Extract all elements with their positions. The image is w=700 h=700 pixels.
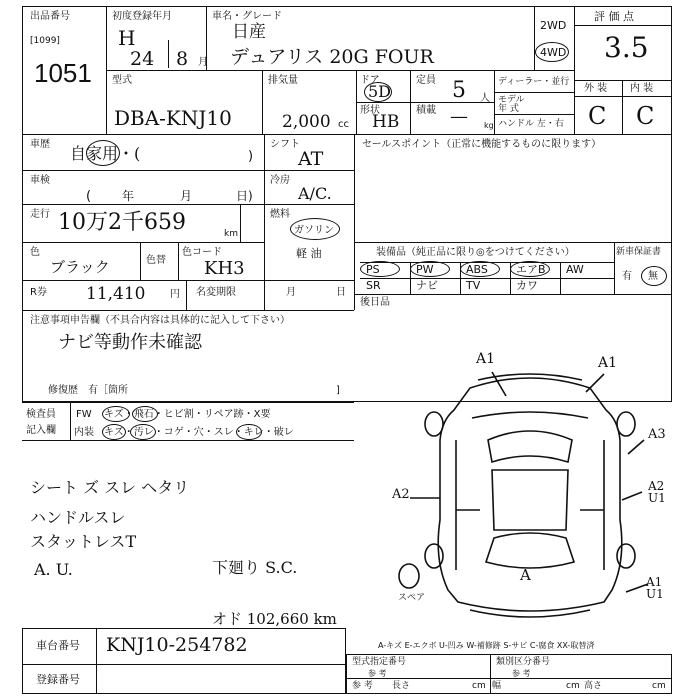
- history-value: 自家用・(: [70, 144, 141, 163]
- notes-text: ナビ等動作未確認: [58, 332, 202, 353]
- recycle-unit: 円: [170, 289, 180, 300]
- fuel-gasoline: ガソリン: [294, 225, 334, 236]
- inspection-label: 車検: [30, 175, 50, 186]
- remark-2: ハンドルスレ: [30, 508, 126, 527]
- remark-1: シート ズ スレ ヘタリ: [30, 478, 190, 497]
- remark-odo: オド 102,660 km: [212, 610, 337, 628]
- score-ext: C: [588, 102, 607, 130]
- spare-label: スペア: [398, 593, 426, 603]
- chassis-label: 車台番号: [36, 639, 80, 652]
- checker-fw: FW: [76, 409, 92, 420]
- color-code-label: 色コード: [182, 247, 222, 258]
- shape-label: 形状: [360, 105, 380, 116]
- name-change-month: 月: [286, 287, 296, 298]
- score-int: C: [636, 102, 655, 130]
- name-change-day: 日: [336, 287, 346, 298]
- score-int-label: 内 装: [630, 83, 654, 94]
- displacement-value: 2,000: [282, 112, 331, 132]
- load-label: 積載: [416, 105, 436, 116]
- color-change-label: 色替: [146, 255, 166, 266]
- shift-value: AT: [298, 148, 324, 170]
- footer-length-cm: cm: [472, 681, 486, 691]
- color-value: ブラック: [50, 258, 110, 276]
- displacement-unit: cc: [338, 119, 349, 130]
- inspection-year: 年: [122, 189, 135, 203]
- capacity-label: 定員: [416, 75, 436, 86]
- damage-mark-7: A1 U1: [646, 575, 664, 601]
- mileage-value: 10万2千659: [58, 210, 186, 235]
- damage-mark-3: A3: [648, 427, 666, 442]
- fuel-label: 燃料: [270, 209, 290, 220]
- equipment-item: AW: [566, 263, 584, 276]
- capacity-unit: 人: [480, 93, 490, 104]
- doors-value: 5D: [368, 82, 392, 101]
- score-label: 評 価 点: [594, 10, 634, 23]
- footer-length: 長さ: [392, 681, 411, 691]
- car-grade: デュアリス 20G FOUR: [230, 46, 434, 68]
- checker-label-2: 記入欄: [26, 425, 56, 436]
- form-ref: 参 考: [368, 669, 387, 678]
- score-ext-label: 外 装: [584, 83, 608, 94]
- warranty-no: 無: [648, 271, 658, 282]
- repair-label: 修復歴 有［箇所: [48, 385, 128, 396]
- equipment-item: カワ: [516, 279, 538, 292]
- equipment-label: 装備品（純正品に限り◎をつけてください）: [376, 247, 575, 258]
- drive-4wd: 4WD: [540, 46, 567, 59]
- handle-label: ハンドル 左・右: [498, 119, 564, 129]
- class-ref: 参 考: [512, 669, 531, 678]
- damage-mark-4: A2: [392, 487, 410, 502]
- equipment-item: ナビ: [416, 279, 438, 292]
- recycle-label: R券: [30, 287, 47, 298]
- color-label: 色: [30, 247, 40, 258]
- shape-value: HB: [372, 112, 400, 132]
- inspection-month: 月: [180, 189, 193, 203]
- equipment-item: PW: [416, 263, 434, 276]
- equipment-item: TV: [466, 279, 481, 292]
- checker-in-items: キズ・汚レ・コゲ・穴・スレ・キレ・破レ: [104, 427, 294, 438]
- equipment-item: ABS: [466, 263, 488, 276]
- remark-under: 下廻り S.C.: [212, 558, 298, 577]
- lot-number: 1051: [34, 58, 92, 88]
- car-label: 車名・グレード: [212, 11, 282, 22]
- ac-value: A/C.: [298, 184, 332, 203]
- recycle-value: 11,410: [86, 284, 146, 304]
- notes-label: 注意事項申告欄（不具合内容は具体的に記入して下さい）: [30, 315, 290, 326]
- mileage-label: 走行: [30, 209, 50, 220]
- checker-fw-items: キズ・飛石・ヒビ割・リペア跡・X要: [104, 409, 271, 420]
- damage-mark-2: A1: [598, 355, 618, 371]
- mileage-unit: km: [224, 229, 238, 239]
- class-label: 類別区分番号: [496, 657, 551, 667]
- ac-label: 冷房: [270, 175, 290, 186]
- footer-height-cm: cm: [652, 681, 666, 691]
- registration-label: 登録番号: [36, 673, 80, 686]
- history-label: 車歴: [30, 139, 50, 150]
- inspection-day: 日): [236, 189, 253, 203]
- dealer-label: ディーラー・並行: [498, 77, 570, 87]
- footer-width-cm: cm: [566, 681, 580, 691]
- equipment-item: SR: [366, 279, 381, 292]
- footer-height: 高さ: [584, 681, 603, 691]
- remark-4: A. U.: [34, 560, 73, 579]
- displacement-label: 排気量: [268, 75, 298, 86]
- inspection-open: (: [86, 189, 92, 204]
- car-maker: 日産: [232, 22, 266, 42]
- damage-mark-6: A: [520, 566, 531, 584]
- load-unit: kg: [484, 121, 494, 130]
- reg-month-unit: 月: [198, 57, 208, 68]
- shift-label: シフト: [270, 139, 300, 150]
- name-change-label: 名変期限: [196, 287, 236, 298]
- reg-year: 24: [130, 48, 155, 70]
- reg-era: H: [118, 26, 136, 50]
- damage-mark-5: A2 U1: [648, 479, 666, 505]
- damage-mark-1: A1: [476, 351, 496, 367]
- equipment-item: PS: [366, 263, 380, 276]
- load-value: —: [450, 106, 468, 127]
- checker-in: 内装: [74, 427, 94, 438]
- model-label: 型式: [112, 75, 132, 86]
- reg-month: 8: [176, 48, 189, 70]
- history-close: ): [248, 149, 254, 164]
- fuel-diesel: 軽 油: [296, 247, 322, 260]
- drive-2wd: 2WD: [540, 19, 567, 32]
- lot-sub: [1099]: [30, 36, 60, 46]
- form-label: 型式指定番号: [352, 657, 407, 667]
- reg-label: 初度登録年月: [112, 11, 172, 22]
- chassis-value: KNJ10-254782: [106, 634, 248, 656]
- remark-3: スタットレスT: [30, 532, 137, 551]
- warranty-label: 新車保証書: [616, 247, 662, 257]
- warranty-yes: 有: [622, 271, 632, 282]
- color-code: KH3: [204, 258, 245, 279]
- model-value: DBA-KNJ10: [114, 106, 232, 130]
- footer-ref: 参 考: [352, 681, 373, 691]
- sales-point-label: セールスポイント（正常に機能するものに限ります）: [362, 139, 602, 150]
- model-year-label: モデル 年 式: [498, 95, 525, 114]
- doors-label: ドア: [360, 75, 380, 86]
- legend-text: A-キズ E-エクボ U-凹み W-補修跡 S-サビ C-腐食 XX-取替済: [378, 641, 595, 650]
- footer-width: 幅: [492, 681, 502, 691]
- capacity-value: 5: [452, 78, 466, 103]
- equipment-item: エアB: [516, 263, 546, 276]
- checker-label-1: 検査員: [26, 409, 56, 420]
- rear-seat-label: 後日品: [360, 297, 390, 308]
- lot-label: 出品番号: [30, 11, 70, 22]
- score-value: 3.5: [604, 31, 649, 64]
